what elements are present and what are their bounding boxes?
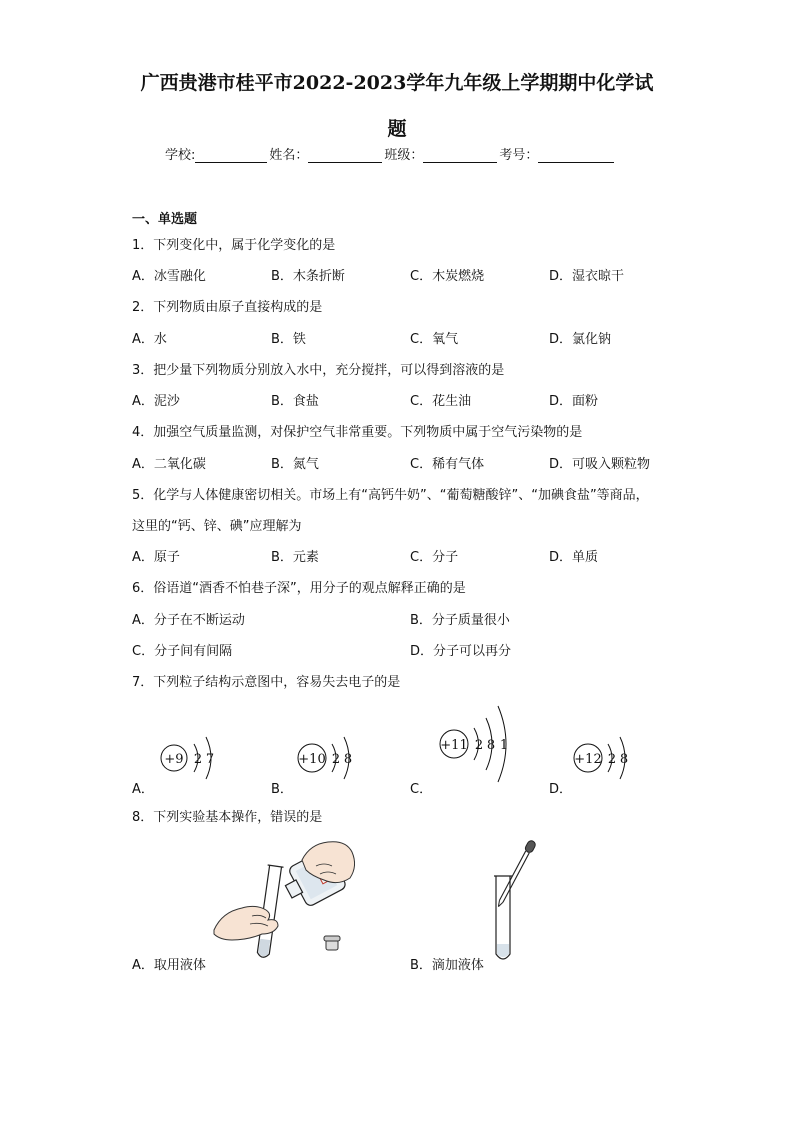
option: D．单质 [549, 550, 599, 565]
student-info-line [165, 144, 616, 163]
option: B．铁 [271, 332, 306, 347]
pouring-liquid-illustration [212, 836, 372, 966]
shell-electron-count: 2 [193, 752, 203, 767]
option: C．稀有气体 [410, 457, 485, 472]
class-label: 班级： [384, 148, 424, 163]
shell-electron-count: 2 [474, 738, 484, 753]
dropper-test-tube-illustration [480, 836, 550, 966]
name-label: 姓名： [269, 148, 309, 163]
option: A．冰雪融化 [132, 269, 206, 284]
question-stem: 5．化学与人体健康密切相关。市场上有“高钙牛奶”、“葡萄糖酸锌”、“加碘食盐”等商品， [132, 488, 649, 503]
option: C．花生油 [410, 394, 472, 409]
question-stem: 3．把少量下列物质分别放入水中，充分搅拌，可以得到溶液的是 [132, 363, 505, 378]
option: A．原子 [132, 550, 180, 565]
atom-structure-diagram [286, 724, 366, 794]
option: D．氯化钠 [549, 332, 612, 347]
option: A． [132, 782, 154, 797]
school-label: 学校: [165, 148, 196, 163]
question-stem: 2．下列物质由原子直接构成的是 [132, 300, 323, 315]
option: B． [271, 782, 293, 797]
option: B．食盐 [271, 394, 319, 409]
option: C．木炭燃烧 [410, 269, 485, 284]
nucleus-charge: +9 [164, 752, 184, 767]
option: C． [410, 782, 433, 797]
option: D． [549, 782, 573, 797]
atom-structure-diagram [150, 724, 230, 794]
nucleus-charge: +11 [440, 738, 468, 753]
option: D．湿衣晾干 [549, 269, 625, 284]
option: D．可吸入颗粒物 [549, 457, 651, 472]
option: A．分子在不断运动 [132, 613, 245, 628]
option: B．分子质量很小 [410, 613, 510, 628]
question-stem: 7．下列粒子结构示意图中，容易失去电子的是 [132, 675, 401, 690]
question-stem: 4．加强空气质量监测，对保护空气非常重要。下列物质中属于空气污染物的是 [132, 425, 583, 440]
option: A．水 [132, 332, 167, 347]
option: C．分子 [410, 550, 459, 565]
question-stem: 8．下列实验基本操作，错误的是 [132, 810, 323, 825]
question-stem: 6．俗语道“酒香不怕巷子深”，用分子的观点解释正确的是 [132, 581, 466, 596]
shell-electron-count: 8 [486, 738, 496, 753]
option: B．元素 [271, 550, 319, 565]
shell-electron-count: 1 [499, 738, 509, 753]
number-blank[interactable] [538, 148, 614, 163]
option: B．滴加液体 [410, 958, 484, 973]
option: C．氧气 [410, 332, 459, 347]
atom-structure-diagram [428, 698, 528, 793]
number-label: 考号： [499, 148, 539, 163]
option: A．二氧化碳 [132, 457, 206, 472]
shell-electron-count: 8 [619, 752, 629, 767]
atom-structure-diagram [562, 724, 642, 794]
nucleus-charge: +12 [574, 752, 602, 767]
option: C．分子间有间隔 [132, 644, 233, 659]
option: D．面粉 [549, 394, 599, 409]
page-title: 广西贵港市桂平市2022-2023学年九年级上学期期中化学试 [140, 72, 654, 94]
question-stem-continued: 这里的“钙、锌、碘”应理解为 [132, 519, 302, 534]
page-title-continued: 题 [387, 118, 407, 140]
name-blank[interactable] [308, 148, 382, 163]
shell-electron-count: 8 [343, 752, 353, 767]
option: A．取用液体 [132, 958, 206, 973]
section-heading: 一、单选题 [132, 212, 198, 227]
option: A．泥沙 [132, 394, 180, 409]
option: B．氮气 [271, 457, 319, 472]
shell-electron-count: 7 [205, 752, 215, 767]
shell-electron-count: 2 [331, 752, 341, 767]
question-stem: 1．下列变化中，属于化学变化的是 [132, 238, 336, 253]
nucleus-charge: +10 [298, 752, 326, 767]
class-blank[interactable] [423, 148, 497, 163]
shell-electron-count: 2 [607, 752, 617, 767]
school-blank[interactable] [195, 148, 267, 163]
option: B．木条折断 [271, 269, 345, 284]
option: D．分子可以再分 [410, 644, 512, 659]
